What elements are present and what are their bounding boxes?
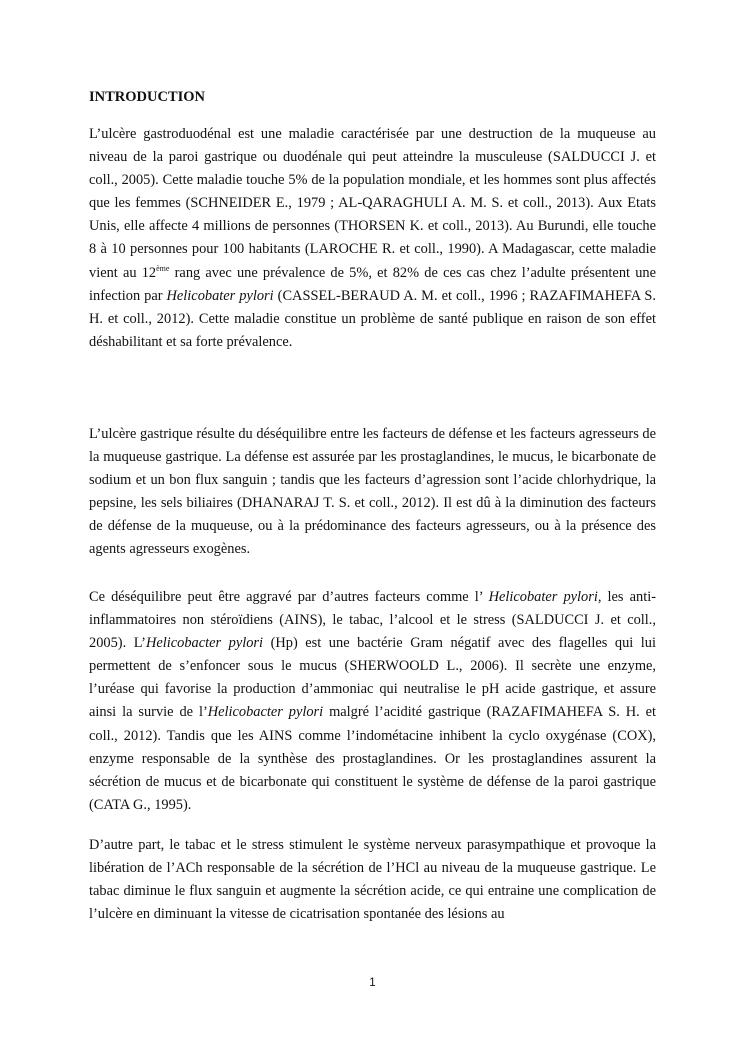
paragraph-prevalence bbox=[89, 123, 656, 354]
page-number: 1 bbox=[369, 977, 376, 989]
text-run: les anti-inflammatoires non stéroïdiens (AINS), le tabac, l’alcool et le stress (SALDUCCI J. et coll., 2005). L’ bbox=[89, 589, 657, 652]
text-run: (Hp) est une bactérie Gram négatif avec des flagelles qui lui permettent de s’enfoncer sous le mucus (SHERWOOLD L., 2006). Il secrète une enzyme, l’uréase qui favorise la production d’ammoniac qui neutralise le pH acide gastrique, et assure ainsi la survie de l’ bbox=[89, 635, 656, 721]
text-run: Ce déséquilibre peut être aggravé par d’autres facteurs comme l’ bbox=[89, 589, 489, 605]
text-run: (CASSEL-BERAUD A. M. et coll., 1996 ; RAZAFIMAHEFA S. H. et coll., 2012). Cette maladie constitue un problème de santé publique en raison de son effet déshabilitant et sa forte prévalence. bbox=[89, 287, 656, 350]
species-name: Helicobater pylori, bbox=[488, 589, 602, 605]
paragraph-tobacco-stress: D’autre part, le tabac et le stress stimulent le système nerveux parasympathique et provoque la libération de l’ACh responsable de la sécrétion de l’HCl au niveau de la muqueuse gastrique. Le tabac diminue le flux sanguin et augmente la sécrétion acide, ce qui entraine une complication de l’ulcère en diminuant la vitesse de cicatrisation spontanée des lésions au bbox=[89, 837, 656, 923]
paragraph-mechanism: L’ulcère gastrique résulte du déséquilibre entre les facteurs de défense et les facteurs agresseurs de la muqueuse gastrique. La défense est assurée par les prostaglandines, le mucus, le bicarbonate de sodium et un bon flux sanguin ; tandis que les facteurs d’agression sont l’acide chlorhydrique, la pepsine, les sels biliaires (DHANARAJ T. S. et coll., 2012). Il est dû à la diminution des facteurs de défense de la muqueuse, ou à la prédominance des facteurs agresseurs, ou à la présence des agents agresseurs exogènes. bbox=[89, 426, 656, 558]
species-name: Helicobacter pylori bbox=[145, 635, 264, 652]
text-run: L’ulcère gastroduodénal est une maladie caractérisée par une destruction de la muqueuse au niveau de la paroi gastrique ou duodénale qui peut atteindre la musculeuse (SALDUCCI J. et coll., 2005). Cette maladie touche 5% de la population mondiale, et les hommes sont plus affectés que les femmes (SCHNEIDER E., 1979 ; AL-QARAGHULI A. M. S. et coll., 2013). Aux Etats Unis, elle affecte 4 millions de personnes (THORSEN K. et coll., 2013). Au Burundi, elle touche 8 à 10 personnes pour 100 habitants (LAROCHE R. et coll., 1990). A Madagascar, cette maladie vient au 12 bbox=[89, 126, 656, 281]
text-run: malgré l’acidité gastrique (RAZAFIMAHEFA S. H. et coll., 2012). Tandis que les AINS comme l’indométacine inhibent la cyclo oxygénase (COX), enzyme responsable de la synthèse des prostaglandines. Or les prostaglandines assurent la sécrétion de mucus et de bicarbonate qui constituent le système de défense de la paroi gastrique (CATA G., 1995). bbox=[89, 704, 656, 813]
paragraph-aggravating-factors bbox=[89, 586, 656, 817]
species-name: Helicobater pylori bbox=[166, 287, 274, 304]
text-run: rang avec une prévalence de 5%, et 82% de ces cas chez l’adulte présentent une infection par bbox=[89, 264, 656, 304]
superscript: ème bbox=[156, 263, 170, 273]
section-title: INTRODUCTION bbox=[89, 89, 206, 105]
species-name: Helicobacter pylori bbox=[207, 704, 324, 721]
